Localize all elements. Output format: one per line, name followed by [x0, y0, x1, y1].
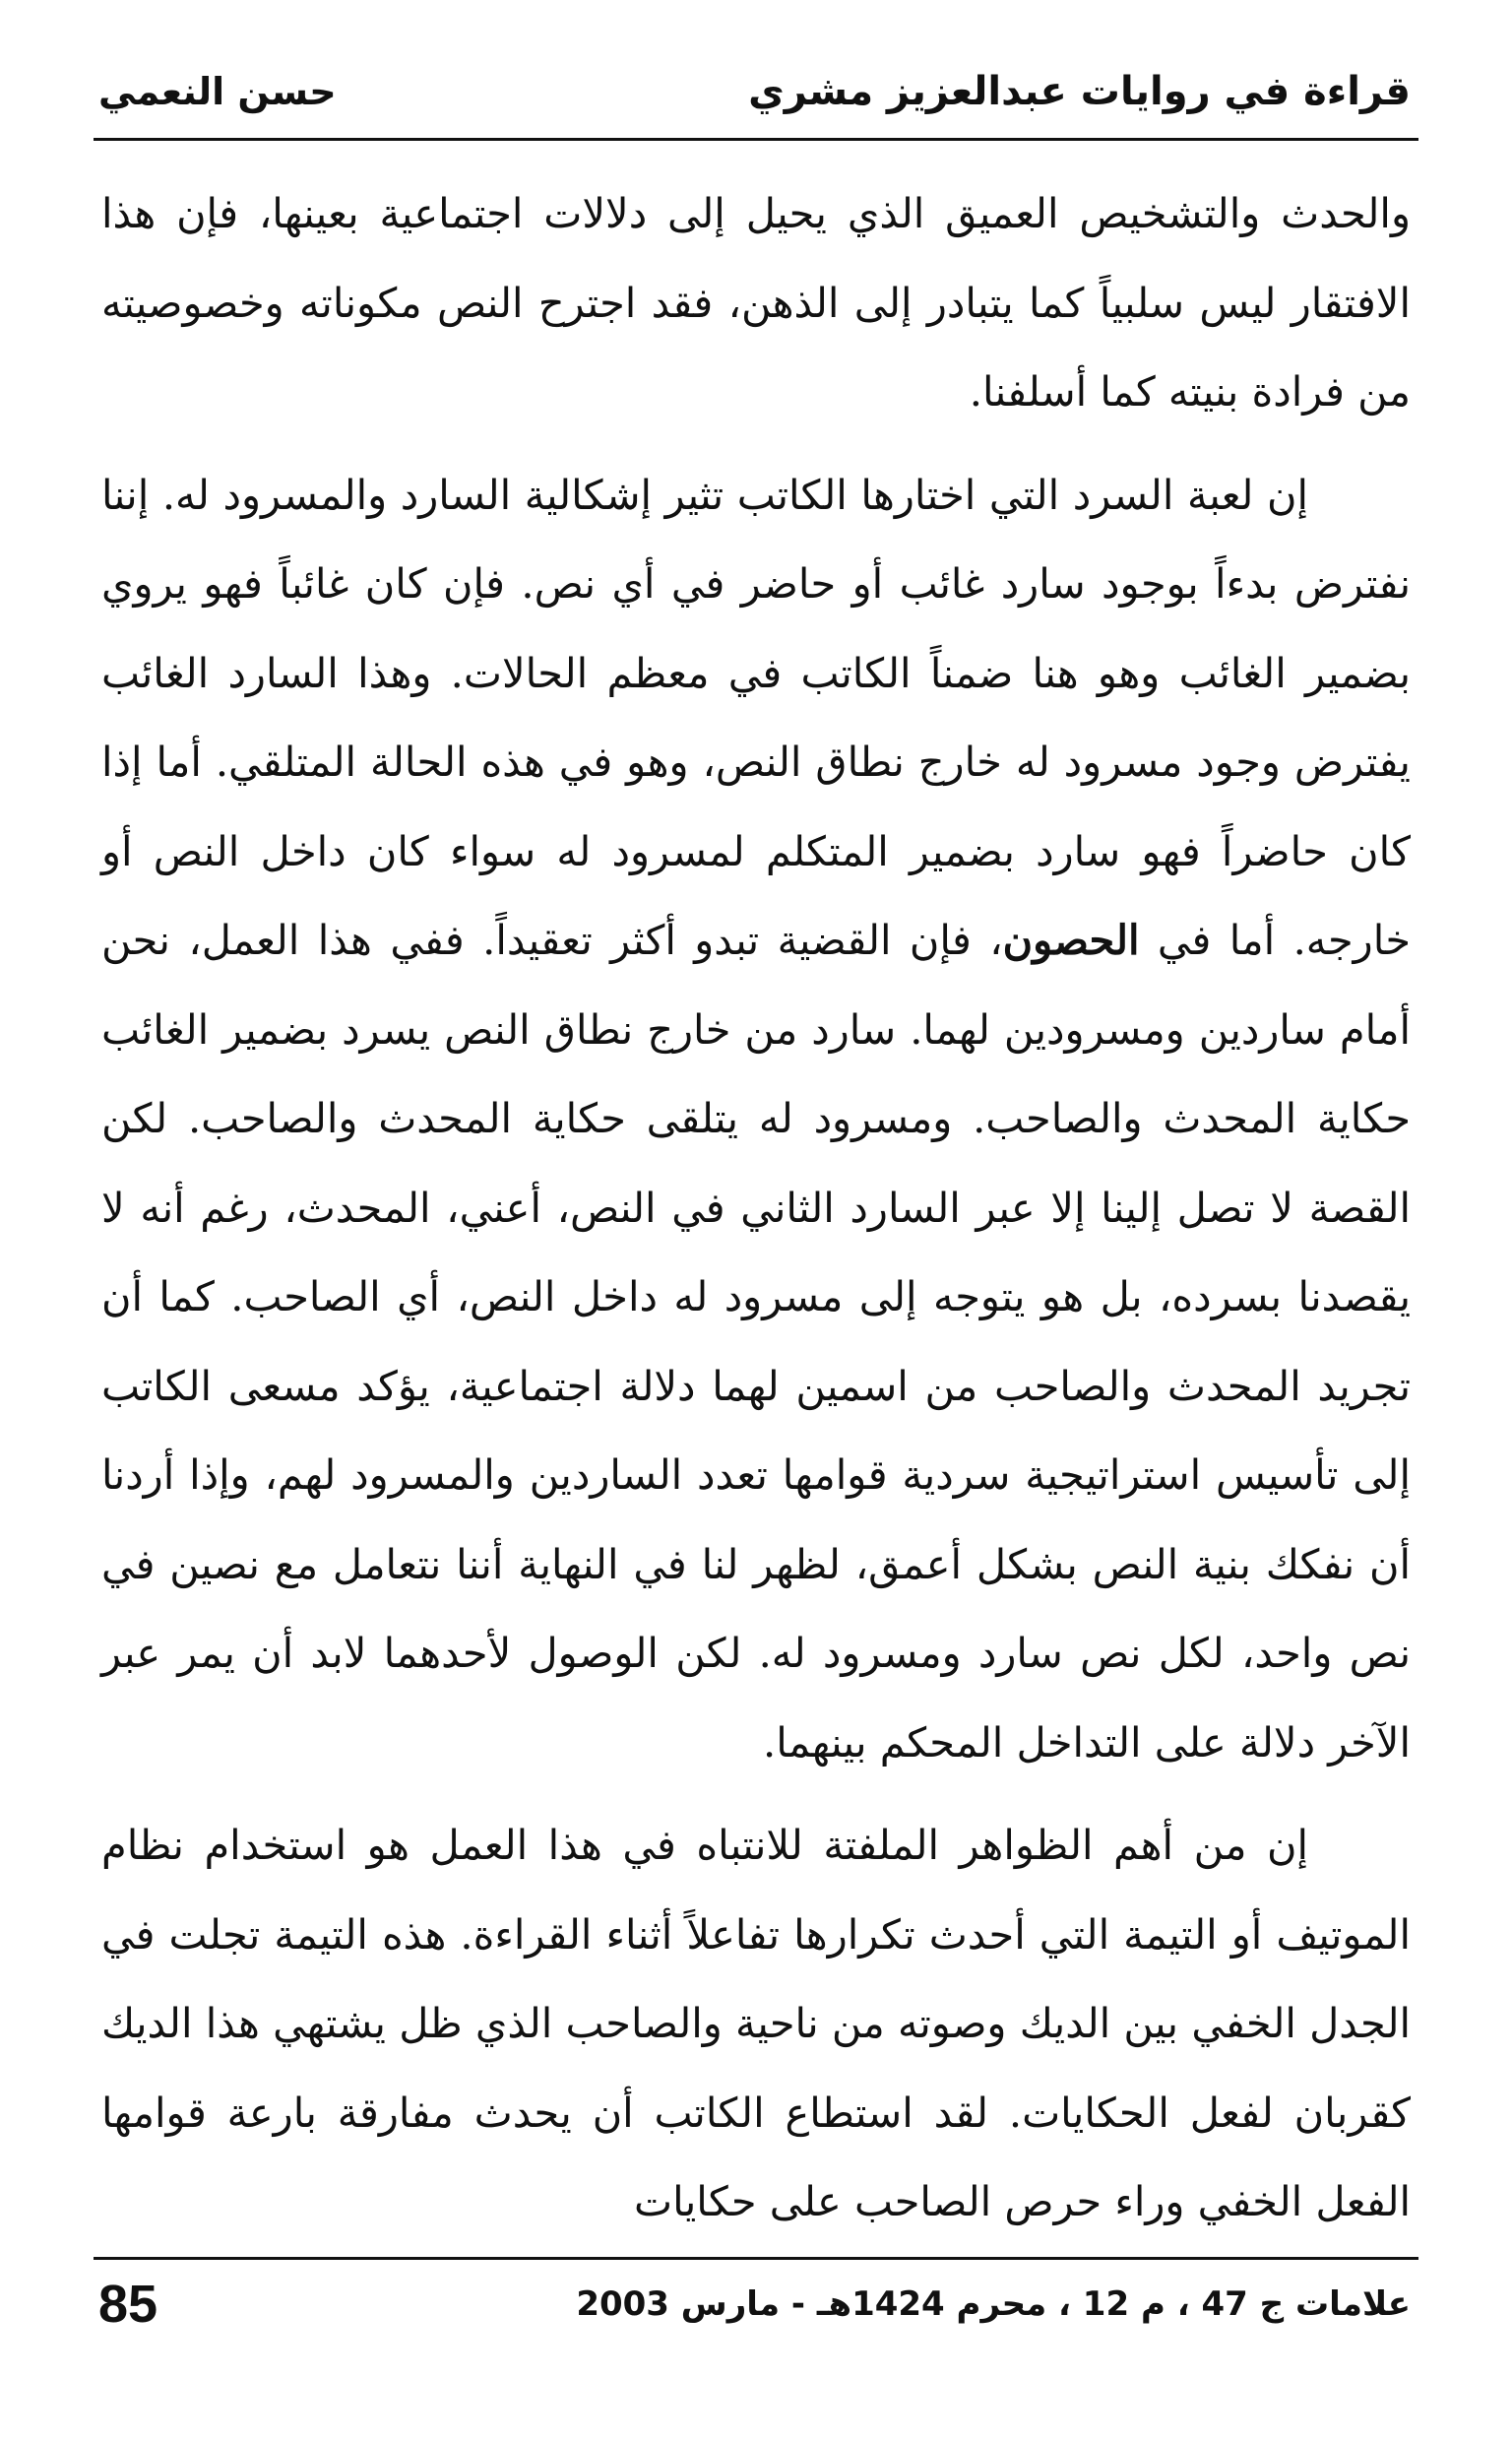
journal-issue-info: علامات ج 47 ، م 12 ، محرم 1424هـ - مارس 2003	[576, 2284, 1411, 2324]
header-rule	[94, 138, 1418, 141]
body-text	[101, 169, 1411, 2247]
paragraph-continued	[101, 169, 1411, 437]
footer-rule	[94, 2257, 1418, 2260]
author-name: حسن النعمي	[98, 70, 337, 113]
paragraph-text: والحدث والتشخيص العميق الذي يحيل إلى دلالات اجتماعية بعينها، فإن هذا الافتقار ليس سلبياً كما يتبادر إلى الذهن، فقد اجترح النص مكوناته وخصوصيته من فرادة بنيته كما أسلفنا.	[101, 189, 1411, 416]
paragraph-motif	[101, 1801, 1411, 2247]
paragraph-text: إن لعبة السرد التي اختارها الكاتب تثير إشكالية السارد والمسرود له. إننا نفترض بدءاً بوجود سارد غائب أو حاضر في أي نص. فإن كان غائباً فهو يروي بضمير الغائب وهو هنا ضمناً الكاتب في معظم الحالات. وهذا السارد الغائب يفترض وجود مسرود له خارج نطاق النص، وهو في هذه الحالة المتلقي. أما إذا كان حاضراً فهو سارد بضمير المتكلم لمسرود له سواء كان داخل النص أو خارجه. أما في	[101, 470, 1412, 964]
book-title: قراءة في روايات عبدالعزيز مشري	[748, 69, 1411, 114]
page-footer	[98, 2265, 1411, 2344]
page-number: 85	[98, 2275, 158, 2334]
paragraph-text: ، فإن القضية تبدو أكثر تعقيداً. ففي هذا العمل، نحن أمام ساردين ومسرودين لهما. سارد من خارج نطاق النص يسرد بضمير الغائب حكاية المحدث والصاحب. ومسرود له يتلقى حكاية المحدث والصاحب. لكن القصة لا تصل إلينا إلا عبر السارد الثاني في النص، أعني، المحدث، رغم أنه لا يقصدنا بسرده، بل هو يتوجه إلى مسرود له داخل النص، أي الصاحب. كما أن تجريد المحدث والصاحب من اسمين لهما دلالة اجتماعية، يؤكد مسعى الكاتب إلى تأسيس استراتيجية سردية قوامها تعدد الساردين والمسرود لهم، وإذا أردنا أن نفكك بنية النص بشكل أعمق، لظهر لنا في النهاية أننا نتعامل مع نصين في نص واحد، لكل نص سارد ومسرود له. لكن الوصول لأحدهما لابد أن يمر عبر الآخر دلالة على التداخل المحكم بينهما.	[101, 916, 1411, 1767]
running-header	[98, 57, 1411, 126]
novel-title-emphasis: الحصون	[1002, 916, 1140, 964]
paragraph-text: إن من أهم الظواهر الملفتة للانتباه في هذا العمل هو استخدام نظام الموتيف أو التيمة التي أحدث تكرارها تفاعلاً أثناء القراءة. هذه التيمة تجلت في الجدل الخفي بين الديك وصوته من ناحية والصاحب الذي ظل يشتهي هذا الديك كقربان لفعل الحكايات. لقد استطاع الكاتب أن يحدث مفارقة بارعة قوامها الفعل الخفي وراء حرص الصاحب على حكايات	[101, 1821, 1411, 2225]
paragraph-narrator	[101, 451, 1411, 1788]
